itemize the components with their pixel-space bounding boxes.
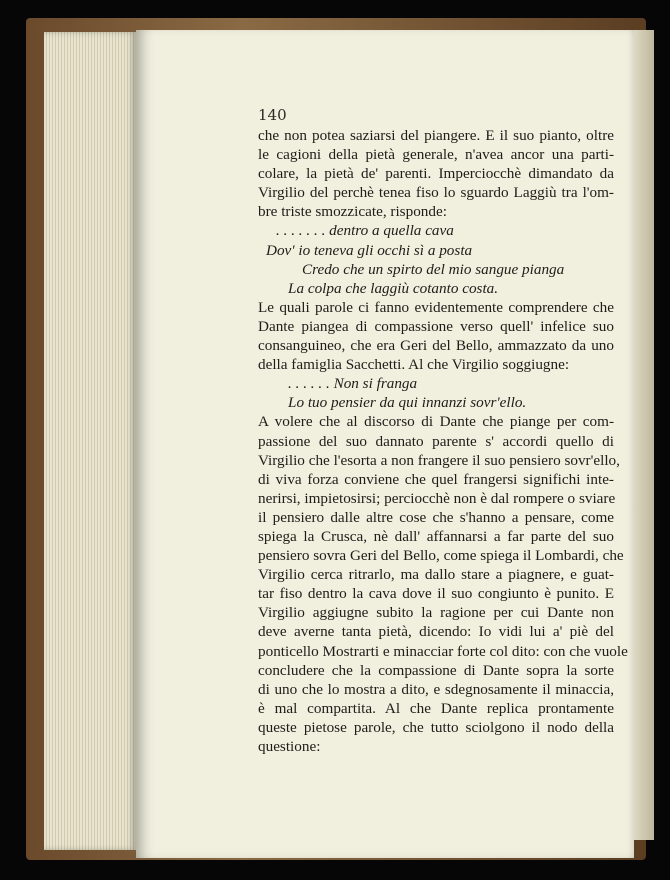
verse-line: Dov' io teneva gli occhi sì a posta <box>266 241 473 259</box>
text-line: Dante piangea di compassione verso quell' infelice suo <box>258 317 614 335</box>
text-line: che non potea saziarsi del piangere. E il suo pianto, oltre <box>258 127 614 144</box>
text-line: Le quali parole ci fanno evidentemente comprendere che <box>258 298 614 316</box>
verse-line: . . . . . . . dentro a quella cava <box>276 222 454 240</box>
facing-page-edge <box>634 30 654 840</box>
text-line: Virgilio aggiugne subito la ragione per cui Dante non <box>258 604 614 622</box>
page-number: 140 <box>258 106 287 124</box>
text-line: nerirsi, impietosirsi; perciocchè non è dal rompere o sviare <box>258 489 616 507</box>
text-line: Virgilio del perchè tenea fiso lo sguardo Laggiù tra l'om- <box>258 184 614 202</box>
page-edges <box>44 32 136 850</box>
text-line: passione del suo dannato parente s' accordi quello di <box>258 432 614 450</box>
text-line: A volere che al discorso di Dante che piange per com- <box>258 413 614 431</box>
text-line: queste pietose parole, che tutto sciolgono il nodo della <box>258 718 614 736</box>
text-line: consanguineo, che era Geri del Bello, ammazzato da uno <box>258 337 614 355</box>
text-line: è mal compartita. Al che Dante replica prontamente <box>258 699 614 717</box>
verse-line: La colpa che laggiù cotanto costa. <box>288 279 499 297</box>
verse-line: Credo che un spirto del mio sangue pianga <box>302 260 565 278</box>
text-line: della famiglia Sacchetti. Al che Virgilio soggiugne: <box>258 356 570 374</box>
text-line: ponticello Mostrarti e minacciar forte col dito: con che vuole <box>258 642 628 660</box>
text-line: concludere che la compassione di Dante sopra la sorte <box>258 661 614 679</box>
text-line: pensiero sovra Geri del Bello, come spiega il Lombardi, che <box>258 547 624 565</box>
verse-line: . . . . . . Non si franga <box>288 375 418 393</box>
text-line: Virgilio cerca ritrarlo, ma dallo stare a piagnere, e guat- <box>258 566 614 584</box>
text-line: tar fiso dentro la cava dove il suo congiunto è punito. E <box>258 585 614 603</box>
text-line: il pensiero dalle altre cose che s'hanno a pensare, come <box>258 508 614 526</box>
text-line: Virgilio che l'esorta a non frangere il suo pensiero sovr'ello, <box>258 451 620 469</box>
page-text <box>258 126 628 756</box>
text-line: colare, la pietà de' parenti. Imperciocchè dimandato da <box>258 165 614 183</box>
verse-line: Lo tuo pensier da qui innanzi sovr'ello. <box>288 394 527 412</box>
text-line: spiega la Crusca, nè dall' affannarsi a far parte del suo <box>258 527 614 545</box>
text-line: deve averne tanta pietà, dicendo: Io vidi lui a' piè del <box>258 623 614 641</box>
text-line: questione: <box>258 738 321 755</box>
text-line: di uno che lo mostra a dito, e sdegnosamente il minaccia, <box>258 680 614 698</box>
text-line: le cagioni della pietà generale, n'avea ancor una parti- <box>258 146 614 164</box>
text-line: bre triste smozzicate, risponde: <box>258 203 447 221</box>
text-line: di viva forza conviene che quel frangersi significhi inte- <box>258 470 614 488</box>
